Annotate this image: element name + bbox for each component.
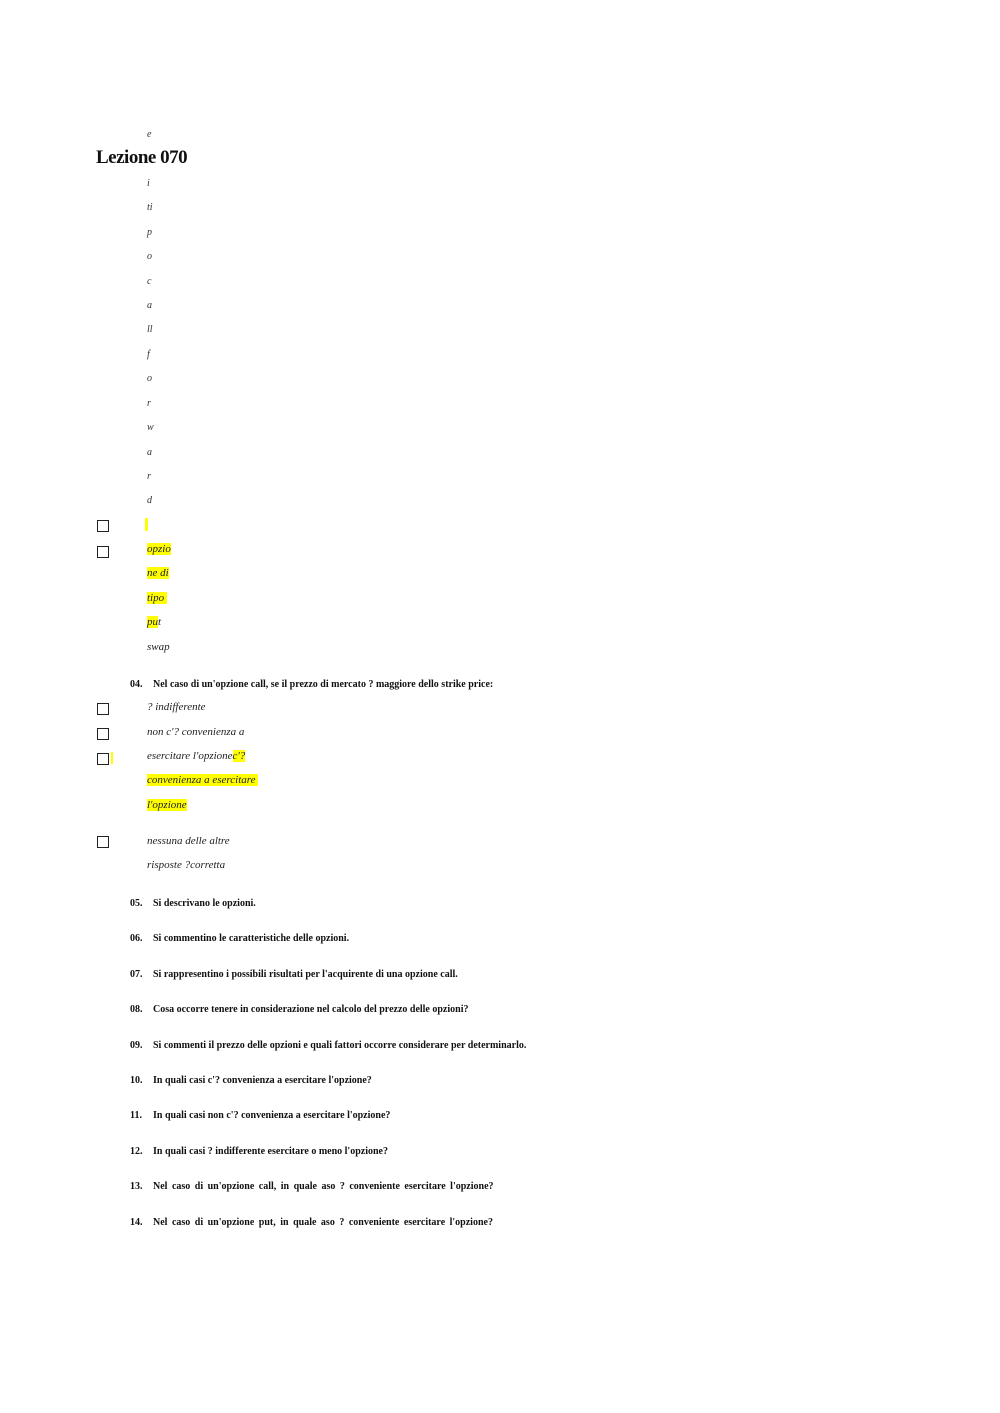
question-number: 06. <box>130 933 143 944</box>
answer-checkbox[interactable] <box>97 728 109 740</box>
vertical-letter: a <box>147 447 152 458</box>
question-number: 10. <box>130 1075 143 1086</box>
question-number: 14. <box>130 1217 143 1228</box>
vertical-letter: o <box>147 251 152 262</box>
answer-checkbox[interactable] <box>97 546 109 558</box>
question-text: Nel caso di un'opzione put, in quale aso ? conveniente esercitare l'opzione? <box>153 1217 493 1228</box>
vertical-letter: r <box>147 471 151 482</box>
highlight-mark <box>111 752 113 764</box>
question-number: 12. <box>130 1146 143 1157</box>
option-text: risposte ?corretta <box>147 859 226 871</box>
question-number: 09. <box>130 1040 143 1051</box>
vertical-letter: o <box>147 373 152 384</box>
question-text: In quali casi ? indifferente esercitare o meno l'opzione? <box>153 1146 388 1157</box>
vertical-letter: c <box>147 276 152 287</box>
option-text: non c'? convenienza a <box>147 726 245 738</box>
option-text: nessuna delle altre <box>147 835 230 847</box>
answer-text: ne di <box>147 567 169 579</box>
question-number: 07. <box>130 969 143 980</box>
question-text: In quali casi non c'? convenienza a esercitare l'opzione? <box>153 1110 391 1121</box>
option-text: convenienza a esercitare <box>147 774 258 786</box>
vertical-letter: ll <box>147 324 153 335</box>
question-text: Si commentino le caratteristiche delle opzioni. <box>153 933 350 944</box>
answer-text: put <box>147 616 162 628</box>
answer-text: tipo <box>147 592 167 604</box>
vertical-letter: w <box>147 422 154 433</box>
question-text: In quali casi c'? convenienza a esercitare l'opzione? <box>153 1075 372 1086</box>
option-text: esercitare l'opzionec'? <box>147 750 246 762</box>
question-number: 13. <box>130 1181 143 1192</box>
question-number: 08. <box>130 1004 143 1015</box>
vertical-letter: p <box>147 227 152 238</box>
vertical-letter: i <box>147 178 150 189</box>
answer-text: swap <box>147 641 170 653</box>
answer-checkbox[interactable] <box>97 520 109 532</box>
vertical-letter: e <box>147 129 152 140</box>
vertical-letter: r <box>147 398 151 409</box>
answer-checkbox[interactable] <box>97 753 109 765</box>
option-text: ? indifferente <box>147 701 206 713</box>
question-text: Cosa occorre tenere in considerazione nel calcolo del prezzo delle opzioni? <box>153 1004 469 1015</box>
question-number: 05. <box>130 898 143 909</box>
answer-checkbox[interactable] <box>97 836 109 848</box>
answer-checkbox[interactable] <box>97 703 109 715</box>
question-text: Nel caso di un'opzione call, se il prezzo di mercato ? maggiore dello strike price: <box>153 679 494 690</box>
vertical-letter: a <box>147 300 152 311</box>
question-number: 04. <box>130 679 143 690</box>
question-text: Nel caso di un'opzione call, in quale aso ? conveniente esercitare l'opzione? <box>153 1181 494 1192</box>
vertical-letter: ti <box>147 202 153 213</box>
question-number: 11. <box>130 1110 142 1121</box>
option-text: l'opzione <box>147 799 187 811</box>
answer-text: opzio <box>147 543 171 555</box>
question-text: Si rappresentino i possibili risultati per l'acquirente di una opzione call. <box>153 969 458 980</box>
question-text: Si commenti il prezzo delle opzioni e quali fattori occorre considerare per determinarlo. <box>153 1040 527 1051</box>
question-text: Si descrivano le opzioni. <box>153 898 256 909</box>
highlight-mark <box>145 518 148 531</box>
vertical-letter: d <box>147 495 152 506</box>
page-title: Lezione 070 <box>96 147 188 168</box>
vertical-letter: f <box>147 349 150 360</box>
